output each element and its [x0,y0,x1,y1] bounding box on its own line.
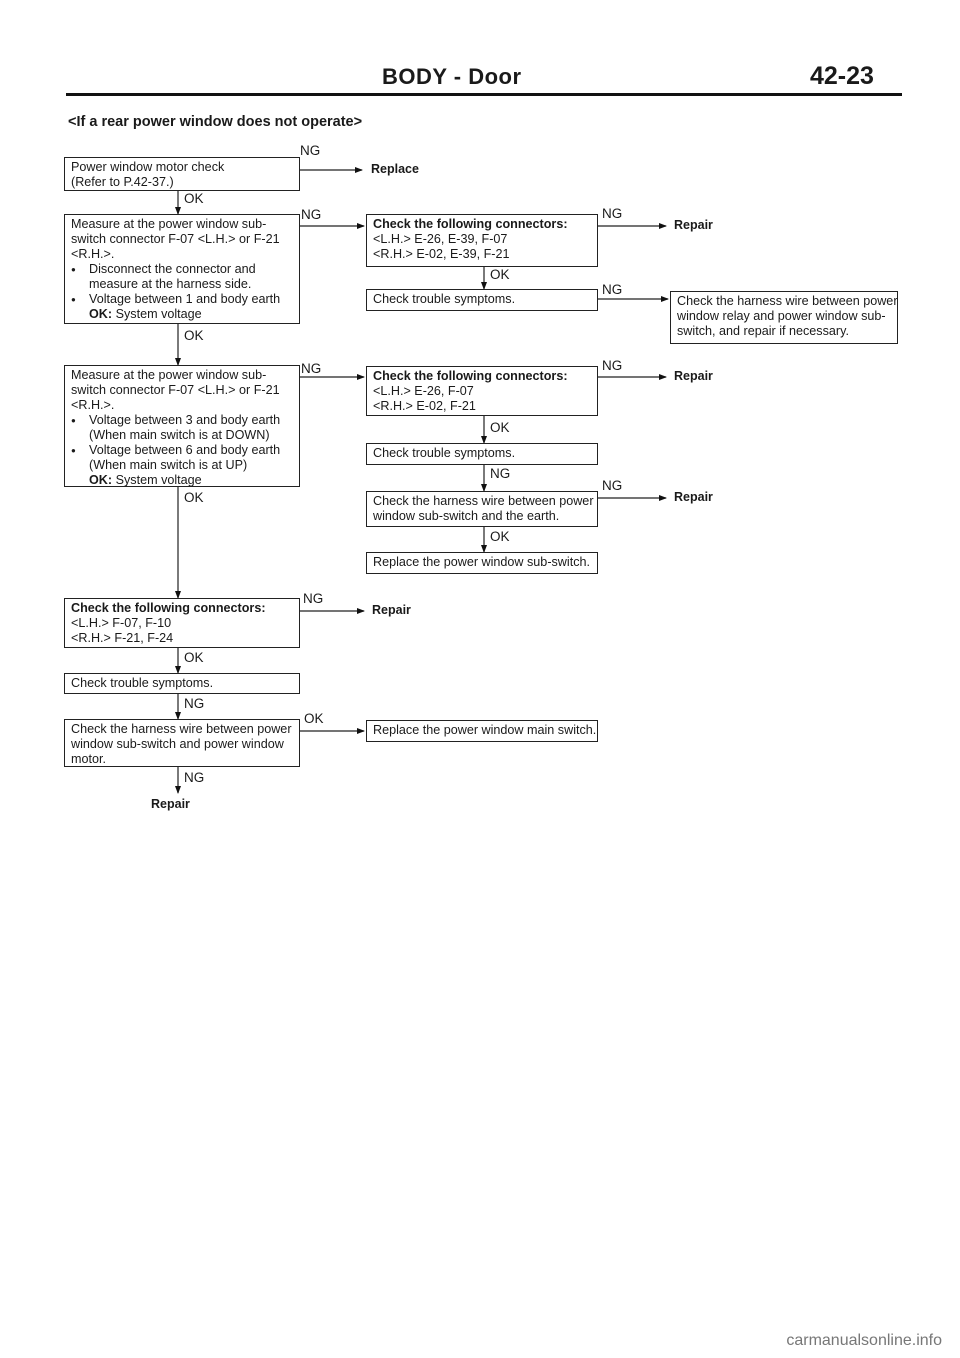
step-text: Check the harness wire between power [71,722,292,736]
step-replace-main-switch [366,720,598,742]
result-repair: Repair [674,218,713,232]
step-text: <R.H.>. [71,398,115,412]
ok-criterion-label: OK: [89,307,113,321]
ng-label: NG [301,207,322,222]
step-bullet: ● Voltage between 6 and body earth [71,443,293,458]
step-title: Check the following connectors: [373,369,568,383]
step-text: window sub-switch and power window [71,737,284,751]
step-text: <R.H.> E-02, E-39, F-21 [373,247,510,261]
page-number: 42-23 [810,62,874,90]
step-text: <R.H.> F-21, F-24 [71,631,174,645]
step-text: switch connector F-07 <L.H.> or F-21 [71,383,280,397]
step-text: Check the harness wire between power [373,494,594,508]
ok-criterion-text: System voltage [115,307,202,321]
step-text: Check the harness wire between power [677,294,898,308]
step-bullet: ● Voltage between 1 and body earth [71,292,293,307]
ng-label: NG [303,591,324,606]
step-text: Check trouble symptoms. [373,446,516,460]
step-check-connectors-1 [366,214,598,267]
page-section-title: BODY - Door [382,64,522,89]
step-measure-subswitch-1 [64,214,300,324]
step-text: switch, and repair if necessary. [677,324,849,338]
step-title: Check the following connectors: [71,601,266,615]
step-check-connectors-2 [366,366,598,416]
result-replace: Replace [371,162,419,176]
step-text: Check trouble symptoms. [71,676,214,690]
watermark: carmanualsonline.info [786,1332,942,1349]
ok-label: OK [184,650,204,665]
step-ok-line [71,307,293,322]
ok-label: OK [184,328,204,343]
step-text: <L.H.> F-07, F-10 [71,616,172,630]
step-harness-relay-subswitch [670,291,898,344]
step-trouble-symptoms-1 [366,289,598,311]
step-text: Check trouble symptoms. [373,292,516,306]
step-text: measure at the harness side. [89,277,252,291]
step-text: window relay and power window sub- [677,309,886,323]
ng-label: NG [184,696,205,711]
ng-label: NG [301,361,322,376]
step-text: Replace the power window sub-switch. [373,555,590,569]
ok-criterion-label: OK: [89,473,113,487]
step-text: (When main switch is at DOWN) [89,428,270,442]
ok-label: OK [490,420,510,435]
ok-label: OK [184,191,204,206]
ng-label: NG [300,143,321,158]
step-trouble-symptoms-3 [64,673,300,694]
step-text: window sub-switch and the earth. [373,509,560,523]
step-measure-subswitch-2 [64,365,300,487]
result-repair: Repair [151,797,190,811]
ng-label: NG [602,282,623,297]
ok-label: OK [304,711,324,726]
ok-label: OK [184,490,204,505]
step-text: Measure at the power window sub- [71,217,267,231]
step-text: (Refer to P.42-37.) [71,175,174,189]
step-bullet: ● Disconnect the connector and [71,262,293,277]
ok-label: OK [490,267,510,282]
step-text: <L.H.> E-26, E-39, F-07 [373,232,508,246]
result-repair: Repair [372,603,411,617]
ok-label: OK [490,529,510,544]
step-text: Measure at the power window sub- [71,368,267,382]
ng-label: NG [184,770,205,785]
step-title: Check the following connectors: [373,217,568,231]
ng-label: NG [602,206,623,221]
step-text: <R.H.>. [71,247,115,261]
ok-criterion-text: System voltage [115,473,202,487]
step-ok-line [71,473,293,488]
step-text: (When main switch is at UP) [89,458,248,472]
step-text: motor. [71,752,106,766]
step-text: switch connector F-07 <L.H.> or F-21 [71,232,280,246]
step-harness-subswitch-earth [366,491,598,527]
result-repair: Repair [674,490,713,504]
ng-label: NG [602,358,623,373]
step-bullet: ● Voltage between 3 and body earth [71,413,293,428]
step-text: <L.H.> E-26, F-07 [373,384,474,398]
step-motor-check [64,157,300,191]
result-repair: Repair [674,369,713,383]
step-text: Replace the power window main switch. [373,723,597,737]
step-check-connectors-3 [64,598,300,648]
step-text: Power window motor check [71,160,225,174]
step-trouble-symptoms-2 [366,443,598,465]
ng-label: NG [490,466,511,481]
step-text: <R.H.> E-02, F-21 [373,399,476,413]
procedure-subtitle: <If a rear power window does not operate> [68,114,363,130]
step-replace-subswitch [366,552,598,574]
step-harness-subswitch-motor [64,719,300,767]
ng-label: NG [602,478,623,493]
